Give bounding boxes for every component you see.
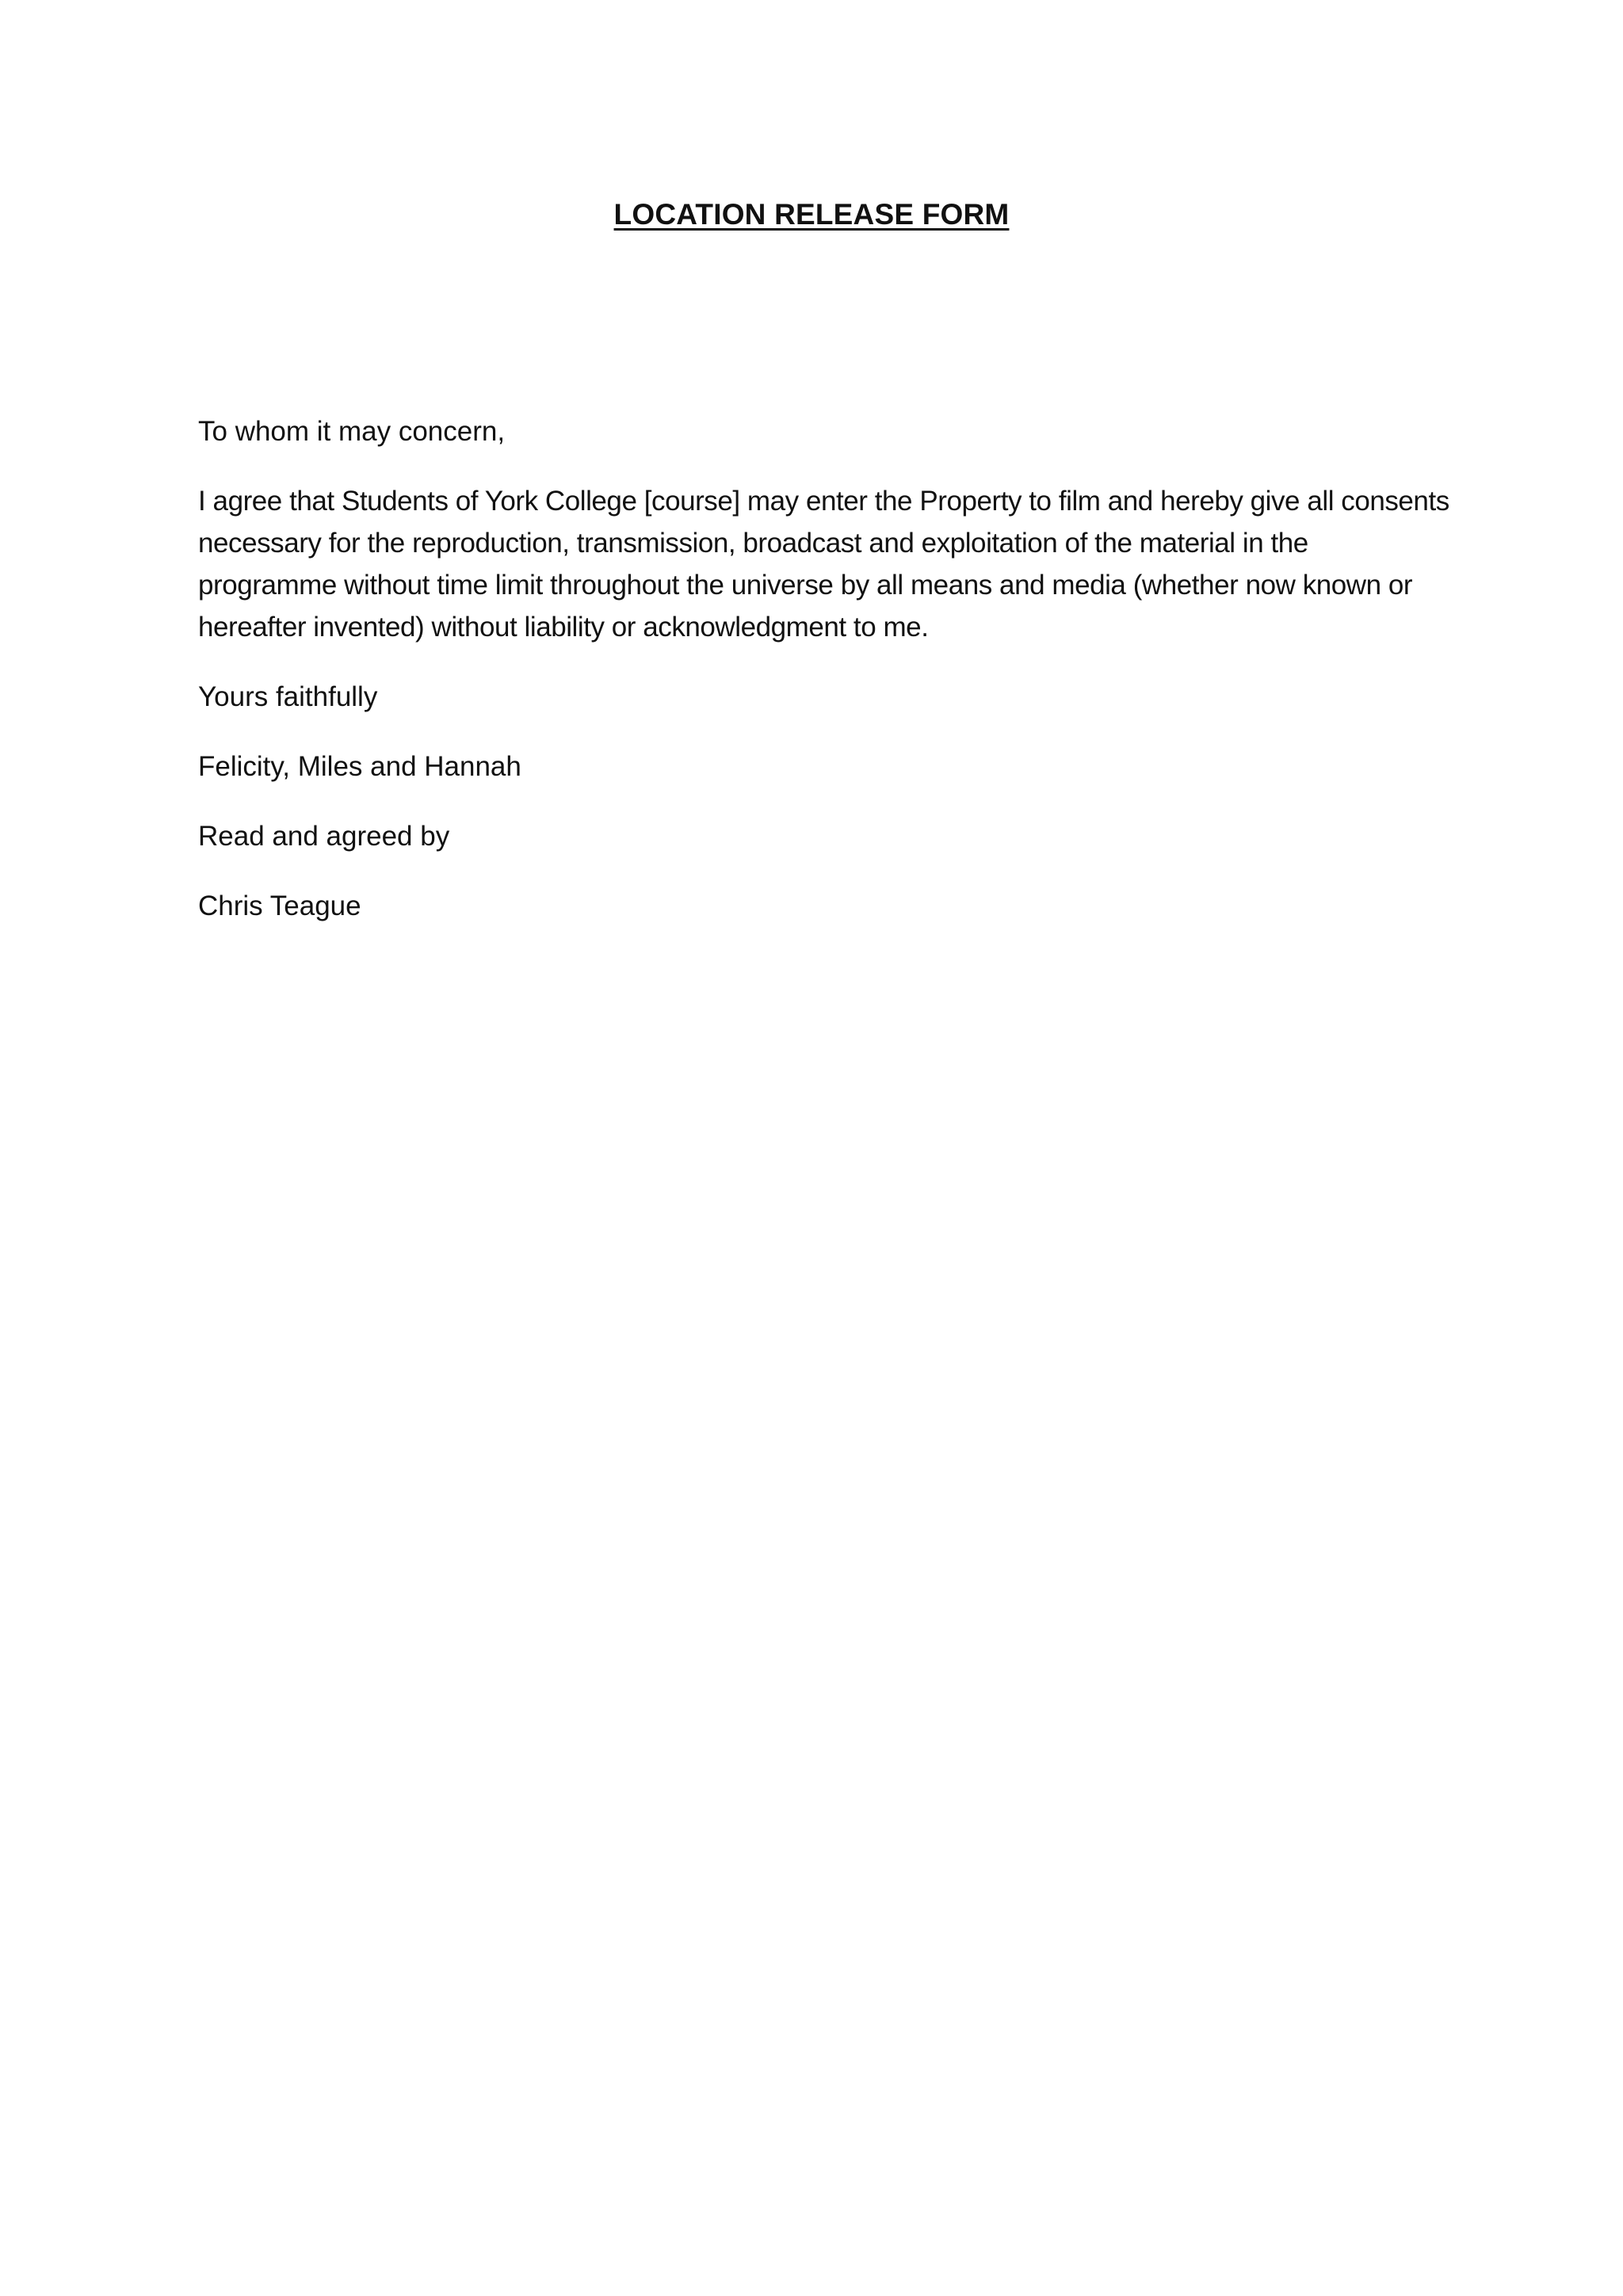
agreed-by-label: Read and agreed by: [198, 821, 450, 852]
sender-names: Felicity, Miles and Hannah: [198, 751, 521, 782]
salutation: To whom it may concern,: [198, 416, 506, 447]
document-title: LOCATION RELEASE FORM: [613, 198, 1010, 231]
agreement-paragraph: I agree that Students of York College [course] may enter the Property to film and hereby give all consents necessary for the reproduction, transmission, broadcast and exploitation of the material in the programme without time limit throughout the universe by all means and media (whether now known or hereafter invented) without liability or acknowledgment to me.: [198, 486, 1449, 643]
closing-line: Yours faithfully: [198, 681, 378, 712]
signatory-name: Chris Teague: [198, 891, 361, 921]
document-body: [198, 410, 1450, 955]
